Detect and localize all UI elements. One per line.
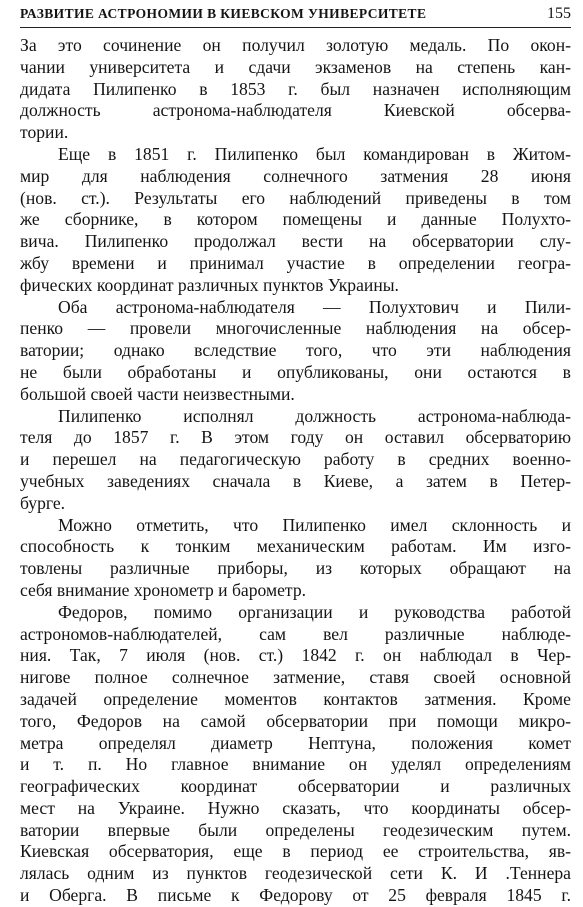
text-line: товлены различные приборы, из которых обращают на (20, 558, 571, 579)
page-number: 155 (547, 5, 571, 22)
text-line: (нов. ст.). Результаты его наблюдений приведены в том (20, 187, 571, 208)
text-line: лялась одним из пунктов геодезической сети К. И .Теннера (20, 863, 571, 884)
text-line: вича. Пилипенко продолжал вести на обсерватории слу- (20, 231, 571, 252)
text-line: мест на Украине. Нужно сказать, что координаты обсер- (20, 797, 571, 818)
text-line: Пилипенко исполнял должность астронома-наблюда- (58, 405, 571, 426)
text-line: себя внимание хронометр и барометр. (20, 579, 307, 600)
text-line: жбу времени и принимал участие в определении геогра- (20, 252, 571, 273)
text-line: и перешел на педагогическую работу в средних военно- (20, 449, 571, 470)
text-line: же сборнике, в котором помещены и данные Полухто- (20, 209, 571, 230)
text-line: способность к тонким механическим работам. Им изго- (20, 536, 571, 557)
text-line: мир для наблюдения солнечного затмения 28 июня (20, 165, 571, 186)
text-line: фических координат различных пунктов Украины. (20, 274, 399, 295)
text-line: нигове полное солнечное затмение, ставя своей основной (20, 667, 571, 688)
text-line: задачей определение моментов контактов затмения. Кроме (20, 688, 571, 709)
body-text (20, 35, 571, 907)
text-line: Можно отметить, что Пилипенко имел склонность и (58, 514, 571, 535)
text-line: должность астронома-наблюдателя Киевской обсерва- (20, 100, 571, 121)
text-line: тории. (20, 122, 69, 143)
text-line: чании университета и сдачи экзаменов на степень кан- (20, 56, 571, 77)
text-line: географических координат обсерватории и различных (20, 776, 571, 797)
text-line: Федоров, помимо организации и руководства работой (58, 601, 571, 622)
text-line: пенко — провели многочисленные наблюдения на обсер- (20, 318, 571, 339)
text-line: ния. Так, 7 июля (нов. ст.) 1842 г. он наблюдал в Чер- (20, 645, 571, 666)
text-line: Еще в 1851 г. Пилипенко был командирован в Житом- (58, 143, 571, 164)
text-line: большой своей части неизвестными. (20, 383, 295, 404)
text-line: астрономов-наблюдателей, сам вел различные наблюде- (20, 623, 571, 644)
text-line: ватории впервые были определены геодезическим путем. (20, 819, 571, 840)
text-line: Оба астронома-наблюдателя — Полухтович и Пили- (58, 296, 571, 317)
text-line: того, Федоров на самой обсерватории при помощи микро- (20, 710, 571, 731)
text-line: и т. п. Но главное внимание он уделял определениям (20, 754, 571, 775)
text-line: метра определял диаметр Нептуна, положения комет (20, 732, 571, 753)
text-line: ватории; однако вследствие того, что эти наблюдения (20, 340, 571, 361)
text-line: Киевская обсерватория, еще в период ее строительства, яв- (20, 841, 571, 862)
text-line: За это сочинение он получил золотую медаль. По окон- (20, 35, 571, 55)
text-line: дидата Пилипенко в 1853 г. был назначен исполняющим (20, 78, 571, 99)
running-title: РАЗВИТИЕ АСТРОНОМИИ В КИЕВСКОМ УНИВЕРСИТЕТЕ (20, 6, 427, 21)
text-line: и Оберга. В письме к Федорову от 25 февраля 1845 г. (20, 885, 571, 906)
text-line: бурге. (20, 492, 66, 513)
text-line: не были обработаны и опубликованы, они остаются в (20, 361, 571, 382)
running-head (20, 3, 571, 25)
header-rule (20, 27, 571, 28)
text-line: теля до 1857 г. В этом году он оставил обсерваторию (20, 427, 571, 448)
text-line: учебных заведениях сначала в Киеве, а затем в Петер- (20, 470, 571, 491)
